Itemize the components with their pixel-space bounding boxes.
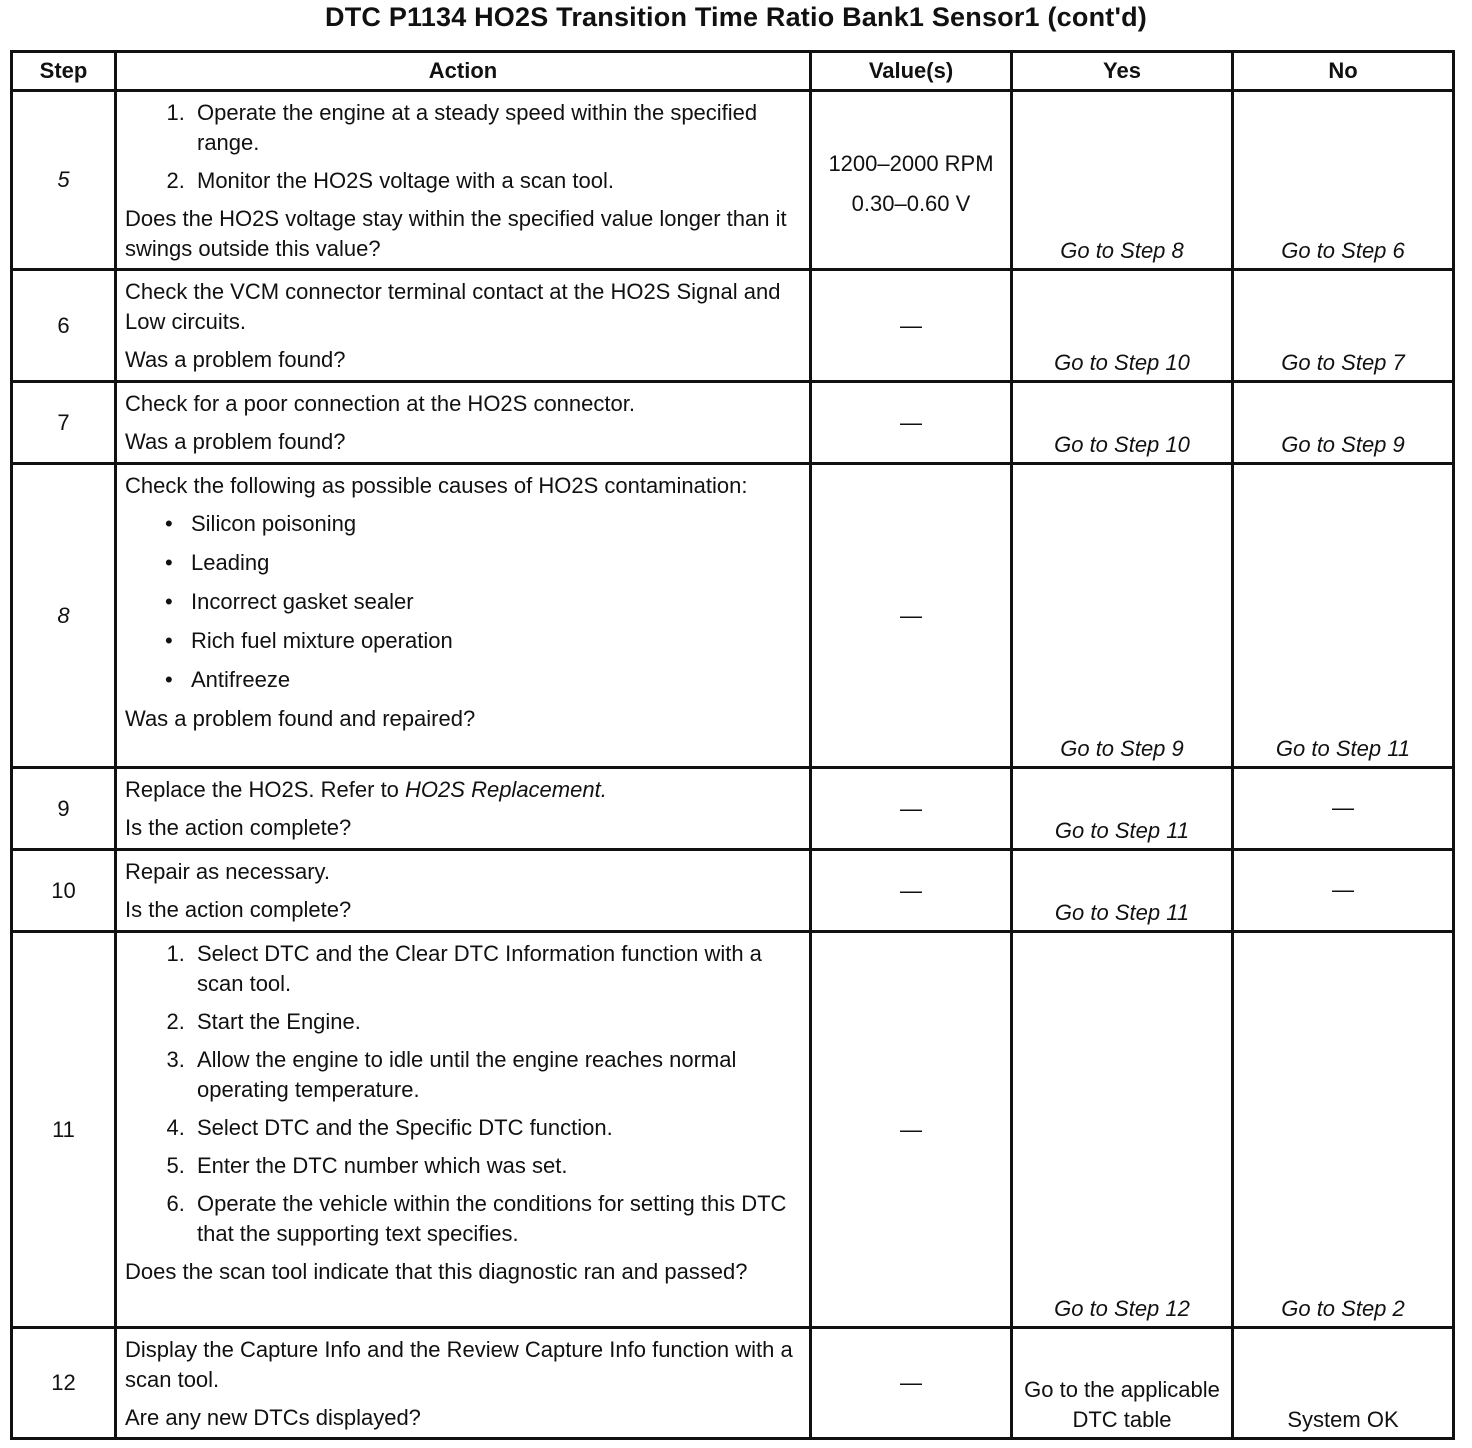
header-action: Action — [116, 52, 811, 91]
header-values: Value(s) — [811, 52, 1012, 91]
procedure-step: 3. Allow the engine to idle until the engine reaches normal operating temperature. — [191, 1045, 801, 1105]
table-row — [12, 464, 1454, 768]
cause-list — [125, 509, 801, 695]
list-item: • Incorrect gasket sealer — [191, 587, 801, 617]
action-cell — [116, 270, 811, 382]
action-text: Check the VCM connector terminal contact at the HO2S Signal and Low circuits. — [125, 279, 781, 334]
table-row — [12, 382, 1454, 464]
no-cell: System OK — [1233, 1328, 1454, 1439]
value-cell: — — [811, 768, 1012, 850]
value-voltage: 0.30–0.60 V — [851, 191, 971, 216]
yes-cell: Go to the applicable DTC table — [1012, 1328, 1233, 1439]
action-question: Was a problem found? — [125, 429, 346, 454]
procedure-step: 6. Operate the vehicle within the conditions for setting this DTC that the supporting text specifies. — [191, 1189, 801, 1249]
action-text: Check the following as possible causes of HO2S contamination: — [125, 473, 748, 498]
header-step: Step — [12, 52, 116, 91]
step-number: 9 — [12, 768, 116, 850]
page-title: DTC P1134 HO2S Transition Time Ratio Bank1 Sensor1 (cont'd) — [325, 2, 1147, 32]
yes-cell: Go to Step 9 — [1012, 464, 1233, 768]
action-question: Is the action complete? — [125, 897, 352, 922]
value-cell — [811, 91, 1012, 270]
step-number: 10 — [12, 850, 116, 932]
no-cell: Go to Step 7 — [1233, 270, 1454, 382]
value-cell: — — [811, 1328, 1012, 1439]
procedure-step: 1. Operate the engine at a steady speed within the specified range. — [191, 98, 801, 158]
procedure-step: 1. Select DTC and the Clear DTC Information function with a scan tool. — [191, 939, 801, 999]
action-text: Display the Capture Info and the Review Capture Info function with a scan tool. — [125, 1337, 793, 1392]
yes-cell: Go to Step 10 — [1012, 270, 1233, 382]
yes-cell: Go to Step 12 — [1012, 932, 1233, 1328]
procedure-list — [125, 939, 801, 1249]
no-cell: Go to Step 9 — [1233, 382, 1454, 464]
yes-cell: Go to Step 10 — [1012, 382, 1233, 464]
action-cell — [116, 91, 811, 270]
no-cell: — — [1233, 850, 1454, 932]
step-number: 6 — [12, 270, 116, 382]
procedure-step: 2. Monitor the HO2S voltage with a scan tool. — [191, 166, 801, 196]
value-rpm: 1200–2000 RPM — [828, 151, 994, 176]
table-row — [12, 91, 1454, 270]
no-cell: Go to Step 11 — [1233, 464, 1454, 768]
table-row — [12, 768, 1454, 850]
action-cell — [116, 932, 811, 1328]
action-question: Is the action complete? — [125, 815, 352, 840]
step-number: 8 — [12, 464, 116, 768]
header-no: No — [1233, 52, 1454, 91]
reference-link: HO2S Replacement. — [405, 777, 607, 802]
diagnostic-table — [10, 50, 1455, 1440]
yes-cell: Go to Step 11 — [1012, 768, 1233, 850]
action-text: Repair as necessary. — [125, 859, 331, 884]
action-question: Are any new DTCs displayed? — [125, 1405, 421, 1430]
step-number: 5 — [12, 91, 116, 270]
step-number: 12 — [12, 1328, 116, 1439]
value-cell: — — [811, 382, 1012, 464]
no-cell: — — [1233, 768, 1454, 850]
value-cell: — — [811, 464, 1012, 768]
value-cell: — — [811, 270, 1012, 382]
action-cell — [116, 768, 811, 850]
action-text-main: Replace the HO2S. Refer to — [125, 777, 399, 802]
action-text — [125, 775, 801, 805]
value-cell: — — [811, 850, 1012, 932]
header-yes: Yes — [1012, 52, 1233, 91]
action-question: Does the HO2S voltage stay within the specified value longer than it swings outside this value? — [125, 206, 787, 261]
action-question: Was a problem found? — [125, 347, 346, 372]
list-item: • Silicon poisoning — [191, 509, 801, 539]
header-row — [12, 52, 1454, 91]
procedure-step: 5. Enter the DTC number which was set. — [191, 1151, 801, 1181]
action-cell — [116, 464, 811, 768]
action-question: Was a problem found and repaired? — [125, 706, 476, 731]
no-cell: Go to Step 2 — [1233, 932, 1454, 1328]
action-cell — [116, 850, 811, 932]
list-item: • Antifreeze — [191, 665, 801, 695]
action-cell — [116, 382, 811, 464]
yes-cell: Go to Step 11 — [1012, 850, 1233, 932]
no-cell: Go to Step 6 — [1233, 91, 1454, 270]
action-text: Check for a poor connection at the HO2S connector. — [125, 391, 635, 416]
action-question: Does the scan tool indicate that this diagnostic ran and passed? — [125, 1259, 748, 1284]
procedure-step: 4. Select DTC and the Specific DTC function. — [191, 1113, 801, 1143]
table-row — [12, 1328, 1454, 1439]
value-cell: — — [811, 932, 1012, 1328]
step-number: 11 — [12, 932, 116, 1328]
table-row — [12, 932, 1454, 1328]
table-row — [12, 850, 1454, 932]
procedure-list — [125, 98, 801, 196]
table-row — [12, 270, 1454, 382]
step-number: 7 — [12, 382, 116, 464]
procedure-step: 2. Start the Engine. — [191, 1007, 801, 1037]
list-item: • Leading — [191, 548, 801, 578]
action-cell — [116, 1328, 811, 1439]
yes-cell: Go to Step 8 — [1012, 91, 1233, 270]
list-item: • Rich fuel mixture operation — [191, 626, 801, 656]
